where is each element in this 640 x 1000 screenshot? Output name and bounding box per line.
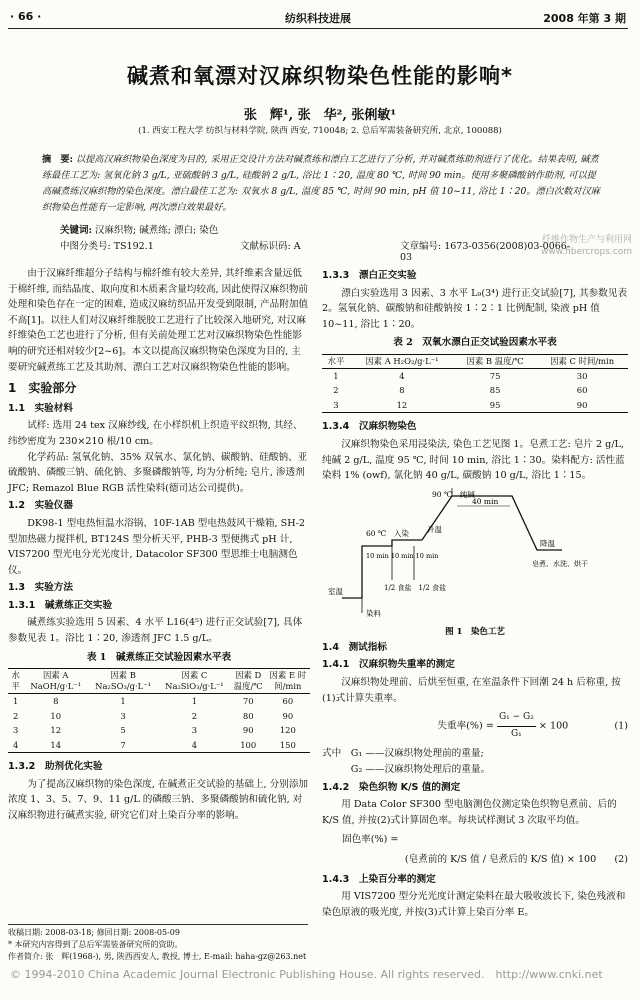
journal-name: 纺织科技进展 [285,12,351,25]
abstract-label: 摘 要: [42,154,73,165]
eq1-lhs: 失重率(%) = [437,720,494,732]
table-header: 因素 B Na₂SO₃/g·L⁻¹ [95,670,151,692]
paragraph: 用 Data Color SF300 型电脑测色仪测定染色织物皂煮前、后的 K/S 值, 并按(2)式计算固色率。每块试样测试 3 次取平均值。 [322,799,617,826]
keywords-text: 汉麻织物; 碱煮练; 漂白; 染色 [95,225,219,236]
authors: 张 辉¹, 张 华², 张俐敏¹ [243,108,397,123]
classification-line [60,238,580,263]
label-room-temp: 室温 [328,586,343,596]
eq2-number: (2) [614,853,628,865]
label-60c: 60 ℃ 入染 [366,528,409,538]
table-row: 4 14 7 4 100 150 [8,738,310,753]
article-number: 文章编号: 1673-0356(2008)03-0066-03 [400,241,571,263]
copyright-footer: © 1994-2010 China Academic Journal Electronic Publishing House. All rights reserved. http://www.cnki.net [10,968,603,981]
eq1-number: (1) [614,720,628,732]
left-column [8,266,310,824]
eq1-denominator: G₁ [510,728,522,739]
section-heading: 1 实验部分 [8,381,77,396]
abstract-text: 以提高汉麻织物染色深度为目的, 采用正交设计方法对碱煮练和漂白工艺进行了分析, 并对碱煮练助剂进行了优化。结果表明, 碱煮练最佳工艺为: 氢氧化钠 3 g/L, 亚硫酸钠 3 g/L, 硅酸钠 2 g/L, 浴比 1∶20, 温度 80 ℃, 时间 90 min。使用多聚磷酸钠作助剂, 可以提高碱煮练汉麻织物的染色深度。漂白最佳工艺为: 双氧水 8 g/L, 温度 85 ℃, 时间 90 min, pH 值 10~11, 浴比 1∶20。漂白次数对汉麻织物染色性能有一定影响, 两次漂白效果最好。 [42,154,600,213]
eq2-rhs: (皂煮前的 K/S 值 / 皂煮后的 K/S 值) × 100 [404,853,597,865]
equation-1 [322,710,628,742]
footnote-fund: * 本研究内容得到了总后军需装备研究所的资助。 [8,940,183,949]
table-row: 3 12 95 90 [322,398,628,413]
paragraph: 汉麻织物染色采用浸染法, 染色工艺见图 1。皂煮工艺: 皂片 2 g/L, 纯碱 2 g/L, 温度 95 ℃, 时间 10 min, 浴比 1∶30。染料配方: 活性蓝染料 1% (owf), 氯化钠 40 g/L, 碳酸钠 10 g/L, 浴比 1∶15。 [322,439,625,482]
footnote-author: 作者简介: 张 辉(1968-), 男, 陕西西安人, 教授, 博士, E-mail: haha-gz@263.net [8,952,307,961]
table-header: 水平 [327,355,345,366]
label-salt: 1/2 食盐 1/2 食盐 [384,583,446,592]
paper-title: 碱煮和氧漂对汉麻织物染色性能的影响* [127,64,513,88]
label-40min: 40 min [472,496,499,506]
label-times: 10 min 10 min 10 min [366,551,439,560]
figure-caption: 图 1 染色工艺 [445,626,505,637]
table-header: 因素 B 温度/℃ [466,355,524,366]
footnote-dates: 收稿日期: 2008-03-18; 修回日期: 2008-05-09 [8,928,180,937]
paragraph: 化学药品: 氢氧化钠、35% 双氧水、氯化钠、碳酸钠、硅酸钠、亚硫酸钠、磷酸三钠、硫化钠、多聚磷酸钠等, 均为分析纯; 皂片, 渗透剂 JFC; Remazol Blue RGB 活性染料(德司达公司提供)。 [8,451,308,494]
eq1-rhs: × 100 [538,720,569,732]
table-caption: 表 1 碱煮练正交试验因素水平表 [86,651,232,663]
subsection-heading: 1.1 实验材料 [8,402,73,414]
table-row: 1 8 1 1 70 60 [13,696,294,707]
process-curve [342,496,562,598]
page-number: · 66 · [10,10,42,23]
abstract [42,152,602,216]
eq1-fraction [497,710,536,742]
paragraph: 为了提高汉麻织物的染色深度, 在碱煮正交试验的基础上, 分别添加浓度 1、3、5、7、9、11 g/L 的磷酸三钠、多聚磷酸钠和硫化钠, 对汉麻织物进行碱煮实验, 研究它们对上染百分率的影响。 [8,778,309,822]
table-header: 因素 E 时间/min [269,670,307,692]
equation-2-lhs: 固色率(%) = [342,834,399,846]
definition: 式中 G₁ ——汉麻织物处理前的重量; [322,748,484,760]
affiliation: (1. 西安工程大学 纺织与材料学院, 陕西 西安, 710048; 2. 总后军需装备研究所, 北京, 100088) [138,126,502,136]
subsubsection-heading: 1.3.1 碱煮练正交实验 [8,599,113,611]
paragraph: DK98-1 型电热恒温水浴锅、10F-1AB 型电热鼓风干燥箱, SH-2 型加热磁力搅拌机, BT124S 型分析天平, PHB-3 型便携式 pH 计, VIS7200 型光电分光光度计, Datacolor SF300 型思维士电脑测色仪。 [8,517,305,576]
table-header: 因素 A NaOH/g·L⁻¹ [30,670,82,692]
footnotes [8,924,308,963]
keywords [60,222,218,236]
subsubsection-heading: 1.3.2 助剂优化实验 [8,761,103,773]
intro-paragraph: 由于汉麻纤维超分子结构与棉纤维有较大差异, 其纤维素含量远低于棉纤维, 而结晶度、取向度和木质素含量均较高, 因此使得汉麻织物前处理和染色存在一定的困难, 造成汉麻纺织品开发受到限制, 产品附加值不高[1]。以往人们对汉麻纤维脱胶工艺进行了比较深入地研究, 对汉麻纤维染色工艺也进行了分析, 但有关前处理工艺对汉麻织物染色性能影响的研究还相对较少[2~6]。本文以提高汉麻织物染色深度为目的, 主要研究碱煮练工艺及其助剂、漂白工艺对汉麻织物染色性能的影响。 [8,268,309,373]
table-header: 因素 C 时间/min [550,355,615,366]
doc-code: 文献标识码: A [240,241,301,252]
side-watermark: 纤维作物生产与利用网 www.fibercrops.com [541,235,632,257]
running-header [8,10,628,29]
label-wash: 皂煮、水洗、烘干 [532,559,588,568]
eq1-numerator: G₁ − G₂ [497,710,536,727]
clc-number: 中图分类号: TS192.1 [60,241,154,252]
table-header: 因素 C Na₂SiO₃/g·L⁻¹ [165,670,224,692]
label-rise: 升温 [427,524,442,534]
table-row: 2 8 85 60 [333,385,588,396]
table-caption: 表 2 双氧水漂白正交试验因素水平表 [393,337,557,349]
table-row: 3 12 5 3 90 120 [13,725,296,736]
subsection-heading: 1.3 实验方法 [8,582,73,594]
subsubsection-heading: 1.4.1 汉麻织物失重率的测定 [322,659,455,671]
paragraph: 用 VIS7200 型分光光度计测定染料在最大吸收波长下, 染色残液和染色原液的吸光度, 并按(3)式计算上染百分率 E。 [322,891,626,918]
label-90c: 90 ℃ 纯碱 [432,489,475,499]
table-1 [8,668,310,753]
subsection-heading: 1.2 实验仪器 [8,500,73,512]
table-header: 水平 [11,670,20,692]
table-header: 因素 A H₂O₂/g·L⁻¹ [365,355,439,366]
right-column [322,266,628,920]
dyeing-process-figure [322,488,628,638]
label-dye: 染料 [366,608,381,618]
table-row: 2 10 3 2 80 90 [13,710,294,721]
definition: G₂ ——汉麻织物处理后的重量。 [322,764,491,775]
equation-2 [322,852,628,868]
subsubsection-heading: 1.4.2 染色织物 K/S 值的测定 [322,781,461,793]
subsubsection-heading: 1.3.3 漂白正交实验 [322,270,417,281]
table-row: 1 4 75 30 [333,370,588,381]
table-2 [322,354,628,414]
subsubsection-heading: 1.3.4 汉麻织物染色 [322,421,417,433]
keywords-label: 关键词: [60,225,93,236]
label-cool: 降温 [540,538,555,548]
issue-label: 2008 年第 3 期 [543,12,626,25]
paragraph: 碱煮练实验选用 5 因素、4 水平 L16(4⁵) 进行正交试验[7], 具体参数见表 1。浴比 1∶20, 渗透剂 JFC 1.5 g/L。 [8,617,303,645]
paragraph: 汉麻织物处理前、后烘至恒重, 在室温条件下回潮 24 h 后称重, 按(1)式计算失重率。 [322,677,621,704]
subsection-heading: 1.4 测试指标 [322,641,387,653]
subsubsection-heading: 1.4.3 上染百分率的测定 [322,873,436,885]
paragraph: 试样: 选用 24 tex 汉麻纱线, 在小样织机上织造平纹织物, 其经、纬纱密度为 230×210 根/10 cm。 [8,420,303,447]
paragraph: 漂白实验选用 3 因素、3 水平 L₉(3⁴) 进行正交试验[7], 其参数见表 2。氢氧化钠、碳酸钠和硅酸钠按 1∶2∶1 比例配制, 染液 pH 值 10~11, 浴比 1∶20。 [322,287,628,330]
table-header: 因素 D 温度/℃ [233,670,263,692]
